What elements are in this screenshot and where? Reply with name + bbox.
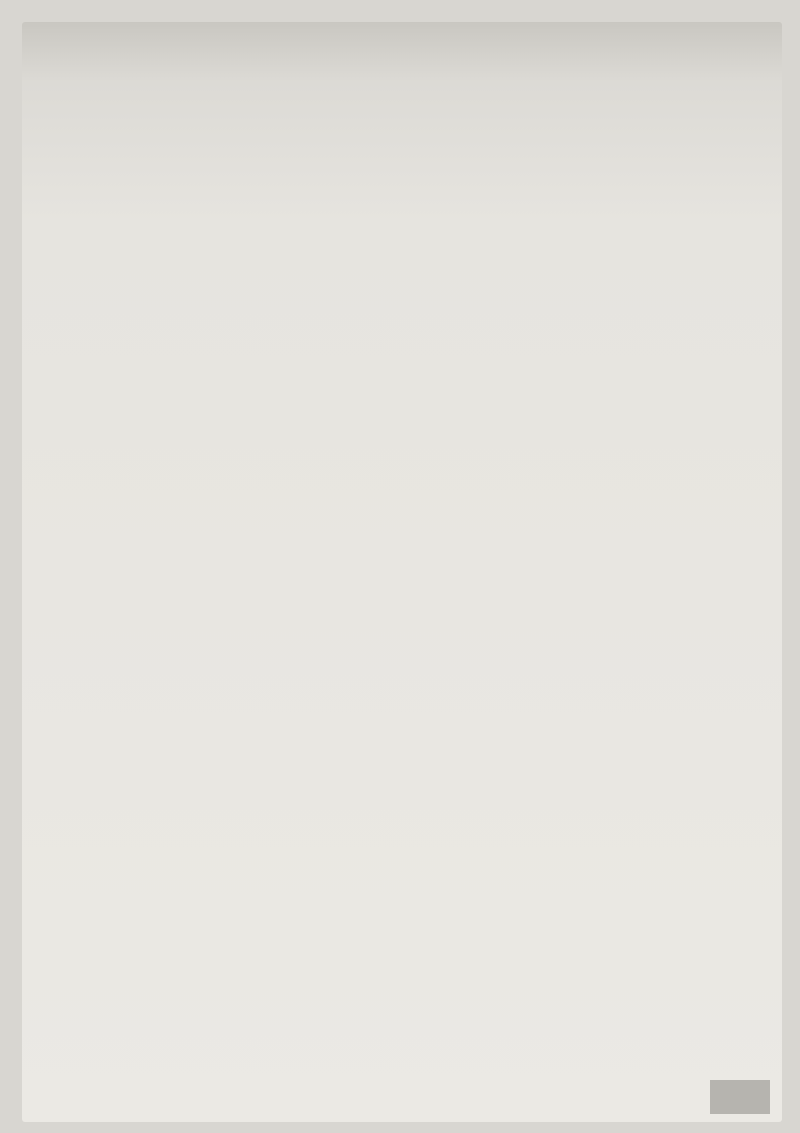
book-page xyxy=(22,22,782,1122)
main-text xyxy=(108,66,760,70)
page-number xyxy=(710,1080,770,1114)
exercise-332 xyxy=(46,974,762,976)
